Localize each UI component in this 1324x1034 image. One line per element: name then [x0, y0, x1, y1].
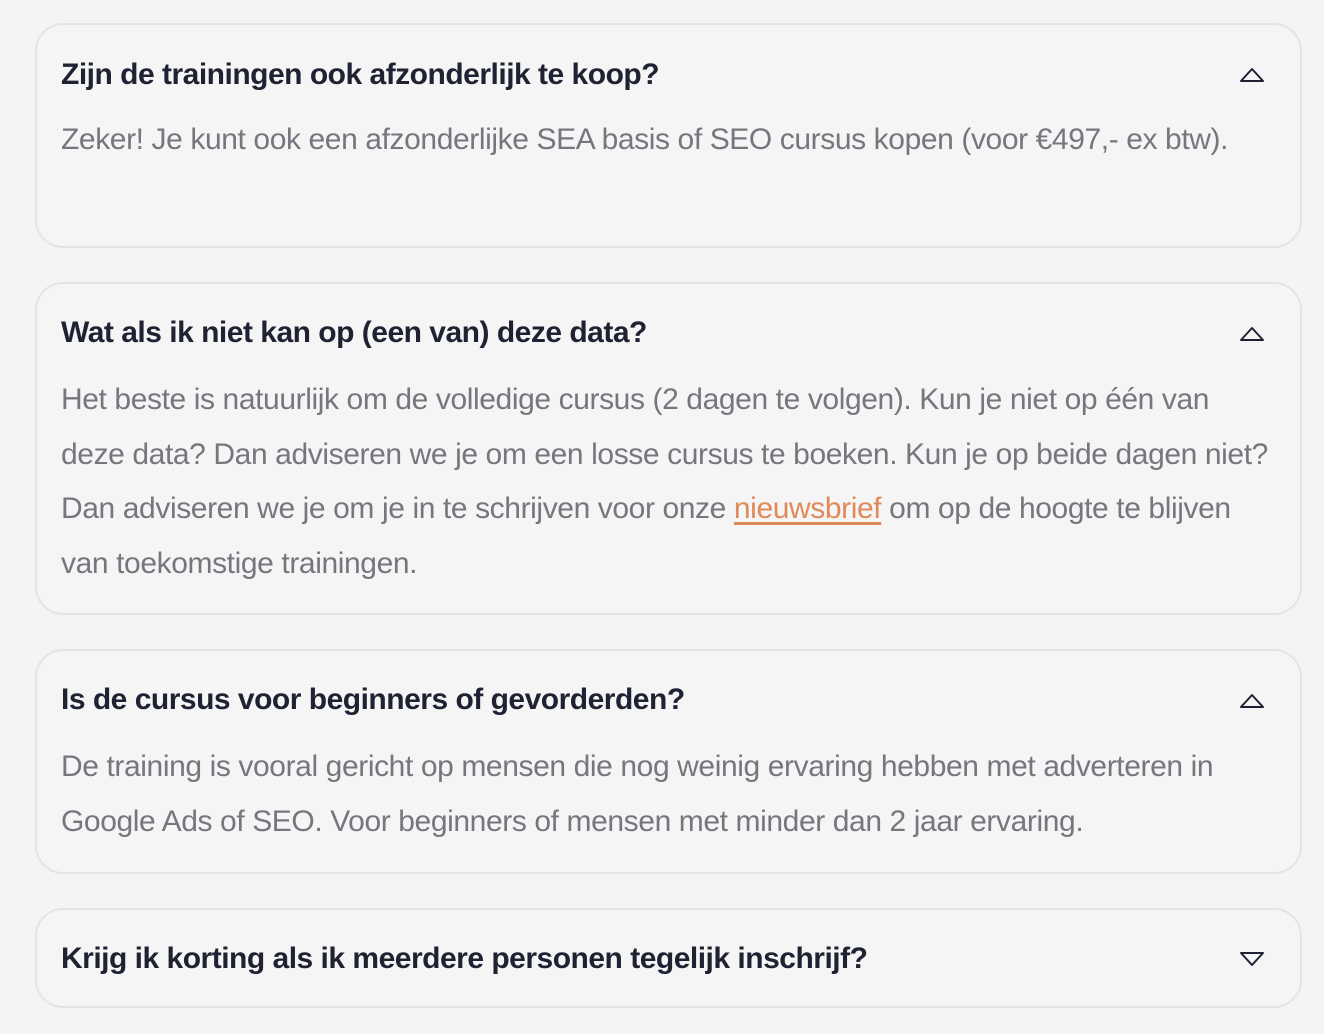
faq-item[interactable]: [35, 908, 1302, 1008]
chevron-up-icon[interactable]: [1238, 691, 1266, 711]
faq-answer-text: Het beste is natuurlijk om de volledige cursus (2 dagen te volgen). Kun je niet op één van deze data? Dan adviseren we je om een losse cursus te boeken. Kun je op beide dagen niet? Dan adviseren we je om je in te schrijven voor onze: [61, 383, 1268, 525]
chevron-down-icon[interactable]: [1238, 949, 1266, 969]
faq-answer: De training is vooral gericht op mensen die nog weinig ervaring hebben met adverteren in Google Ads of SEO. Voor beginners of mensen met minder dan 2 jaar ervaring.: [61, 750, 1214, 838]
faq-answer-text: om op de hoogte te blijven van toekomstige trainingen.: [61, 492, 1231, 580]
faq-answer: [61, 373, 1280, 591]
faq-item: [35, 23, 1302, 248]
faq-question[interactable]: Wat als ik niet kan op (een van) deze data?: [61, 316, 647, 349]
newsletter-link[interactable]: nieuwsbrief: [733, 492, 882, 525]
faq-item: [35, 649, 1302, 874]
faq-question[interactable]: Zijn de trainingen ook afzonderlijk te koop?: [61, 58, 660, 91]
chevron-up-icon[interactable]: [1238, 324, 1266, 344]
faq-answer: Zeker! Je kunt ook een afzonderlijke SEA basis of SEO cursus kopen (voor €497,- ex btw).: [61, 123, 1229, 156]
faq-question[interactable]: Krijg ik korting als ik meerdere personen tegelijk inschrijf?: [61, 942, 868, 975]
faq-item: [35, 282, 1302, 615]
chevron-up-icon[interactable]: [1238, 65, 1266, 85]
faq-question[interactable]: Is de cursus voor beginners of gevorderden?: [61, 683, 685, 716]
